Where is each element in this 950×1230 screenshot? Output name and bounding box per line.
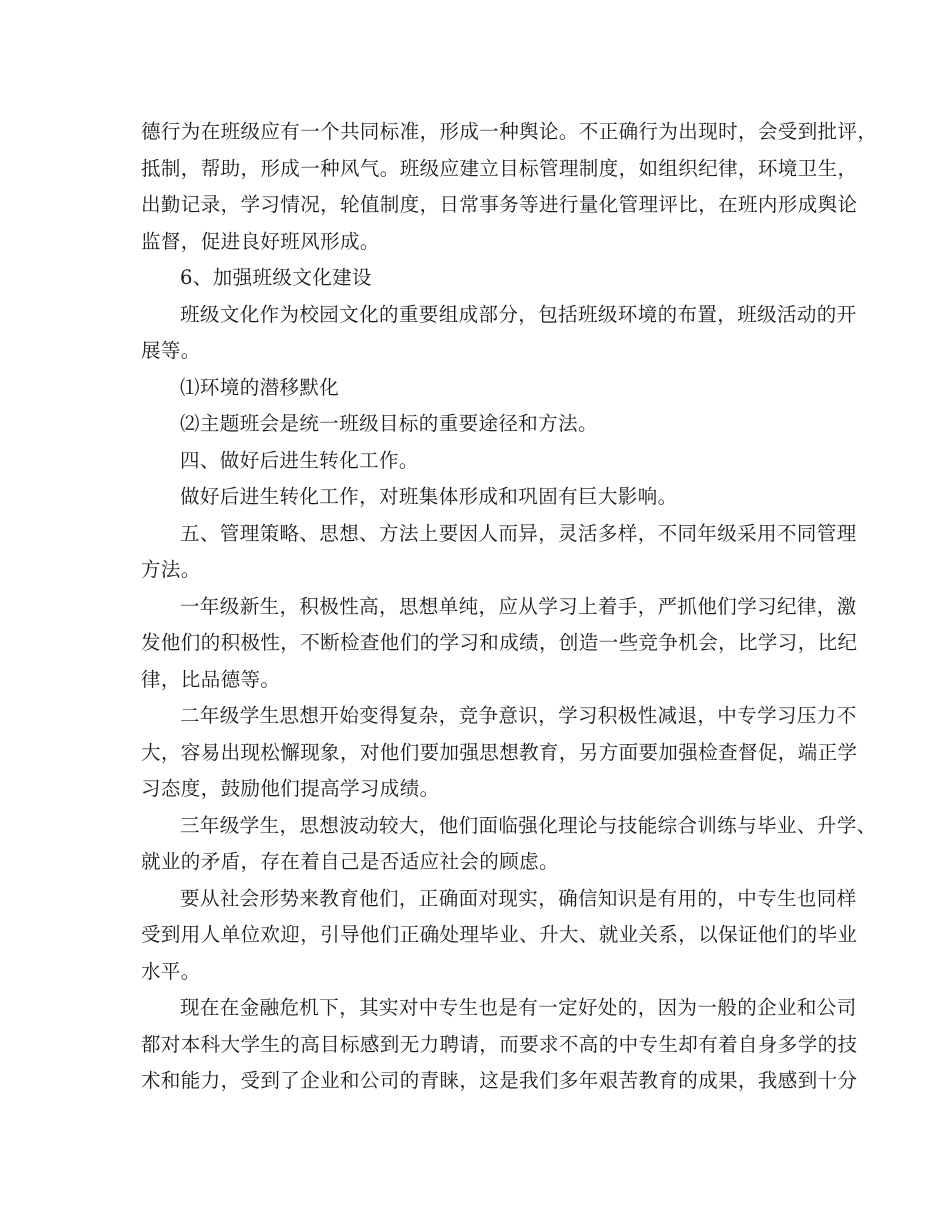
paragraph [141, 698, 858, 808]
text-line: 大，容易出现松懈现象，对他们要加强思想教育，另方面要加强检查督促，端正学 [141, 740, 858, 764]
text-line: 抵制，帮助，形成一种风气。班级应建立目标管理制度，如组织纪律，环境卫生， [141, 156, 858, 180]
text-line: 班级文化作为校园文化的重要组成部分，包括班级环境的布置，班级活动的开 [180, 302, 857, 326]
paragraph [141, 297, 857, 370]
text-line: 三年级学生，思想波动较大，他们面临强化理论与技能综合训练与毕业、升学、 [180, 813, 877, 837]
text-line: 展等。 [141, 339, 201, 362]
text-line: 出勤记录，学习情况，轮值制度，日常事务等进行量化管理评比，在班内形成舆论 [141, 193, 858, 216]
text-line: 律，比品德等。 [141, 667, 281, 691]
text-line: 方法。 [141, 558, 201, 581]
text-line: 四、做好后进生转化工作。 [180, 448, 419, 472]
text-line: 术和能力，受到了企业和公司的青睐，这是我们多年艰苦教育的成果，我感到十分 [141, 1069, 858, 1092]
text-line: ⑴环境的潜移默化 [180, 375, 340, 399]
paragraph [141, 589, 858, 699]
text-line: 现在在金融危机下，其实对中专生也是有一定好处的，因为一般的企业和公司 [180, 996, 857, 1019]
text-line: 发他们的积极性，不断检查他们的学习和成绩，创造一些竞争机会，比学习，比纪 [141, 631, 858, 654]
text-line: 6、加强班级文化建设 [180, 266, 372, 289]
paragraph [141, 370, 820, 407]
paragraph [141, 479, 820, 516]
text-line: 要从社会形势来教育他们，正确面对现实，确信知识是有用的，中专生也同样 [180, 886, 857, 910]
paragraph [141, 260, 820, 297]
paragraph [141, 443, 820, 480]
document-body [141, 114, 878, 1100]
paragraph [141, 990, 858, 1100]
text-line: ⑵主题班会是统一班级目标的重要途径和方法。 [180, 412, 598, 435]
text-line: 就业的矛盾，存在着自己是否适应社会的顾虑。 [141, 850, 559, 873]
text-line: 习态度，鼓励他们提高学习成绩。 [141, 777, 440, 800]
text-line: 二年级学生思想开始变得复杂，竞争意识，学习积极性减退，中专学习压力不 [180, 704, 857, 727]
text-line: 五、管理策略、思想、方法上要因人而异，灵活多样，不同年级采用不同管理 [180, 521, 857, 545]
text-line: 一年级新生，积极性高，思想单纯，应从学习上着手，严抓他们学习纪律，激 [180, 594, 857, 618]
text-line: 德行为在班级应有一个共同标准，形成一种舆论。不正确行为出现时，会受到批评， [141, 120, 878, 143]
text-line: 做好后进生转化工作，对班集体形成和巩固有巨大影响。 [180, 485, 678, 508]
text-line: 水平。 [141, 959, 201, 983]
text-line: 都对本科大学生的高目标感到无力聘请，而要求不高的中专生却有着自身多学的技 [141, 1032, 858, 1056]
paragraph [141, 406, 820, 443]
paragraph [141, 516, 857, 589]
text-line: 监督，促进良好班风形成。 [141, 229, 380, 253]
paragraph [141, 808, 877, 881]
text-line: 受到用人单位欢迎，引导他们正确处理毕业、升大、就业关系，以保证他们的毕业 [141, 923, 858, 946]
paragraph [141, 114, 878, 260]
paragraph [141, 881, 858, 991]
